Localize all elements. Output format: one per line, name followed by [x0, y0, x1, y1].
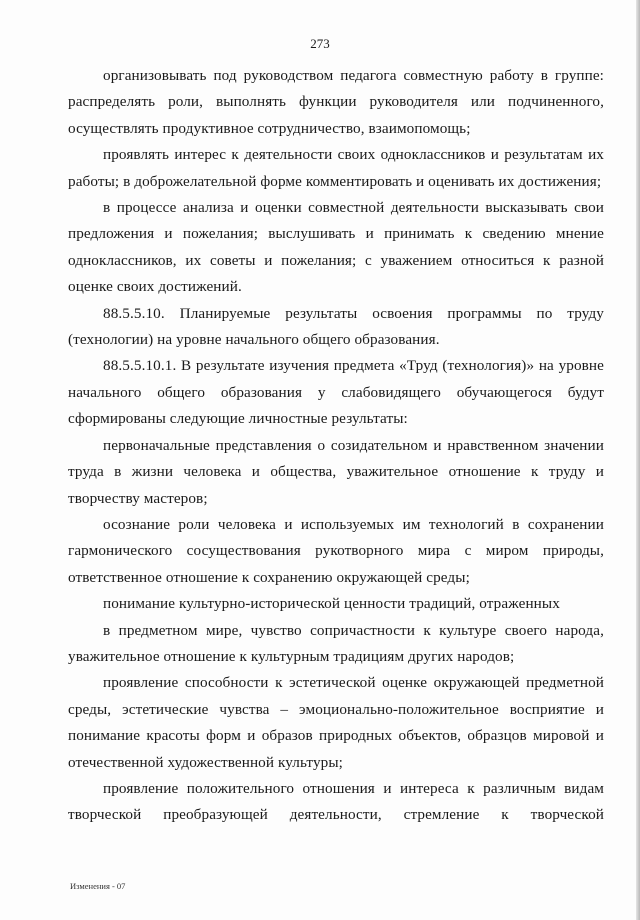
body-text [68, 63, 604, 829]
paragraph: в предметном мире, чувство сопричастности к культуре своего народа, уважительное отношение к культурным традициям других народов; [68, 621, 604, 665]
paragraph: проявление положительного отношения и интереса к различным видам творческой преобразующей деятельности, стремление к творческой [68, 779, 604, 824]
paragraph: проявлять интерес к деятельности своих одноклассников и результатам их работы; в доброжелательной форме комментировать и оценивать их достижения; [68, 146, 604, 190]
paragraph: организовывать под руководством педагога совместную работу в группе: распределять роли, выполнять функции руководителя или подчиненного, осуществлять продуктивное сотрудничество, взаимопомощь; [68, 67, 604, 137]
page-edge-shadow [636, 0, 640, 920]
paragraph: первоначальные представления о созидательном и нравственном значении труда в жизни человека и общества, уважительное отношение к труду и творчеству мастеров; [68, 436, 604, 507]
subsection-paragraph: 88.5.5.10.1. В результате изучения предмета «Труд (технология)» на уровне начального общего образования у слабовидящего обучающегося будут сформированы следующие личностные результаты: [68, 357, 604, 428]
paragraph: в процессе анализа и оценки совместной деятельности высказывать свои предложения и пожелания; выслушивать и принимать к сведению мнение одноклассников, их советы и пожелания; с уважением относиться к разной оценке своих достижений. [68, 199, 604, 296]
paragraph: осознание роли человека и используемых им технологий в сохранении гармонического сосуществования рукотворного мира с миром природы, ответственное отношение к сохранению окружающей среды; [68, 515, 604, 586]
footer-revision: Изменения - 07 [70, 881, 126, 891]
paragraph: понимание культурно-исторической ценности традиций, отраженных [103, 595, 560, 613]
section-heading: 88.5.5.10. Планируемые результаты освоения программы по труду (технологии) на уровне начального общего образования. [68, 304, 604, 349]
paragraph: проявление способности к эстетической оценке окружающей предметной среды, эстетические чувства – эмоционально-положительное восприятие и понимание красоты форм и образов природных объектов, образцов мировой и отечественной художественной культуры; [68, 674, 604, 771]
page-number: 273 [310, 36, 330, 51]
